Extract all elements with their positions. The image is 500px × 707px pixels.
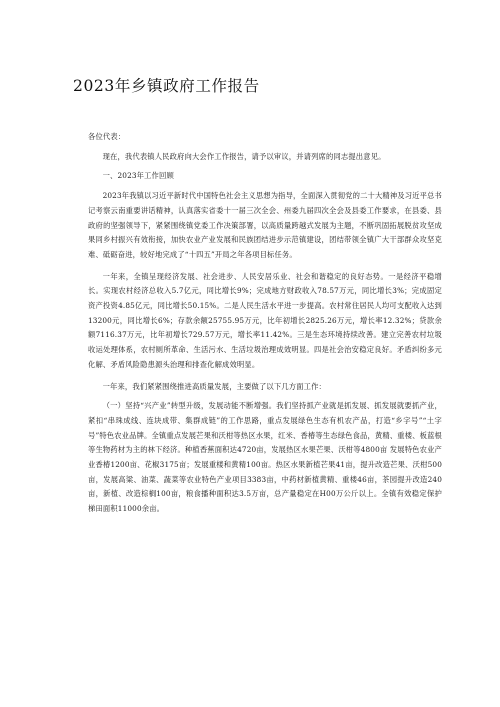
- body-paragraph: 2023年我镇以习近平新时代中国特色社会主义思想为指导，全面深入贯彻党的二十大精神及习近平总书记考察云南重要讲话精神，认真落实省委十一届三次全会、州委九届四次全会及县委工作要求，在县委、县政府的坚强领导下，紧紧围绕镇党委工作决策部署，以高质量跨越式发展为主题，不断巩固拓展脱贫攻坚成果同乡村振兴有效衔接，加快农业产业发展和民族团结进步示范镇建设，团结带领全镇广大干部群众攻坚克难、砥砺奋进，较好地完成了“十四五”开局之年各项目标任务。: [88, 191, 442, 259]
- body-paragraph: 一年来，全镇呈现经济发展、社会进步、人民安居乐业、社会和谐稳定的良好态势。一是经济平稳增长。实现农村经济总收入5.7亿元，同比增长9%；完成地方财政收入78.57万元，同比增长3%；完成固定资产投资4.85亿元，同比增长50.15%。二是人民生活水平进一步提高。农村常住居民人均可支配收入达到13200元，同比增长6%；存款余额25755.95万元，比年初增长2825.26万元，增长率12.32%；贷款余额7116.37万元，比年初增长729.57万元，增长率11.42%。三是生态环境持续改善。建立完善农村垃圾收运处理体系，农村厕所革命、生活污水、生活垃圾治理成效明显。四是社会治安稳定良好。矛盾纠纷多元化解、矛盾风险隐患源头治理和排查化解成效明显。: [88, 271, 442, 369]
- opening-paragraph: 现在，我代表镇人民政府向大会作工作报告，请予以审议，并请列席的同志提出意见。: [102, 151, 386, 161]
- section-heading-review: 一、2023年工作回顾: [102, 171, 174, 181]
- document-title: 2023年乡镇政府工作报告: [73, 77, 260, 95]
- body-paragraph: （一）坚持“兴产业”转型升级，发展动能不断增强。我们坚持抓产业就是抓发展、抓发展就要抓产业，紧扣“串珠成线、连块成带、集群成链”的工作思路，重点发展绿色生态有机农产品，打造“乡字号”“土字号”特色农业品牌。全镇重点发展芒果和沃柑等热区水果，红米、香椿等生态绿色食品，黄精、重楼、板蓝根等生物药材为主的林下经济。种植香蕉面积达4720亩，发展热区水果芒果、沃柑等4800亩 发展特色农业产业香椿1200亩、花椒3175亩；发展重楼和黄精100亩。热区水果新植芒果41亩，提升改造芒果、沃柑500亩，发展高粱、油菜、蔬菜等农业特色产业项目3383亩，中药材新植黄精、重楼46亩，茶园提升改造240亩，新植、改造棕榈100亩，粮食播种面积达3.5万亩，总产量稳定在H00万公斤以上。全镇有效稳定保护梯田面积11000余亩。: [88, 401, 442, 514]
- body-paragraph: 一年来，我们紧紧围绕推进高质量发展，主要做了以下几方面工作：: [102, 381, 326, 391]
- document-body: [88, 130, 442, 524]
- salutation: 各位代表：: [88, 132, 126, 141]
